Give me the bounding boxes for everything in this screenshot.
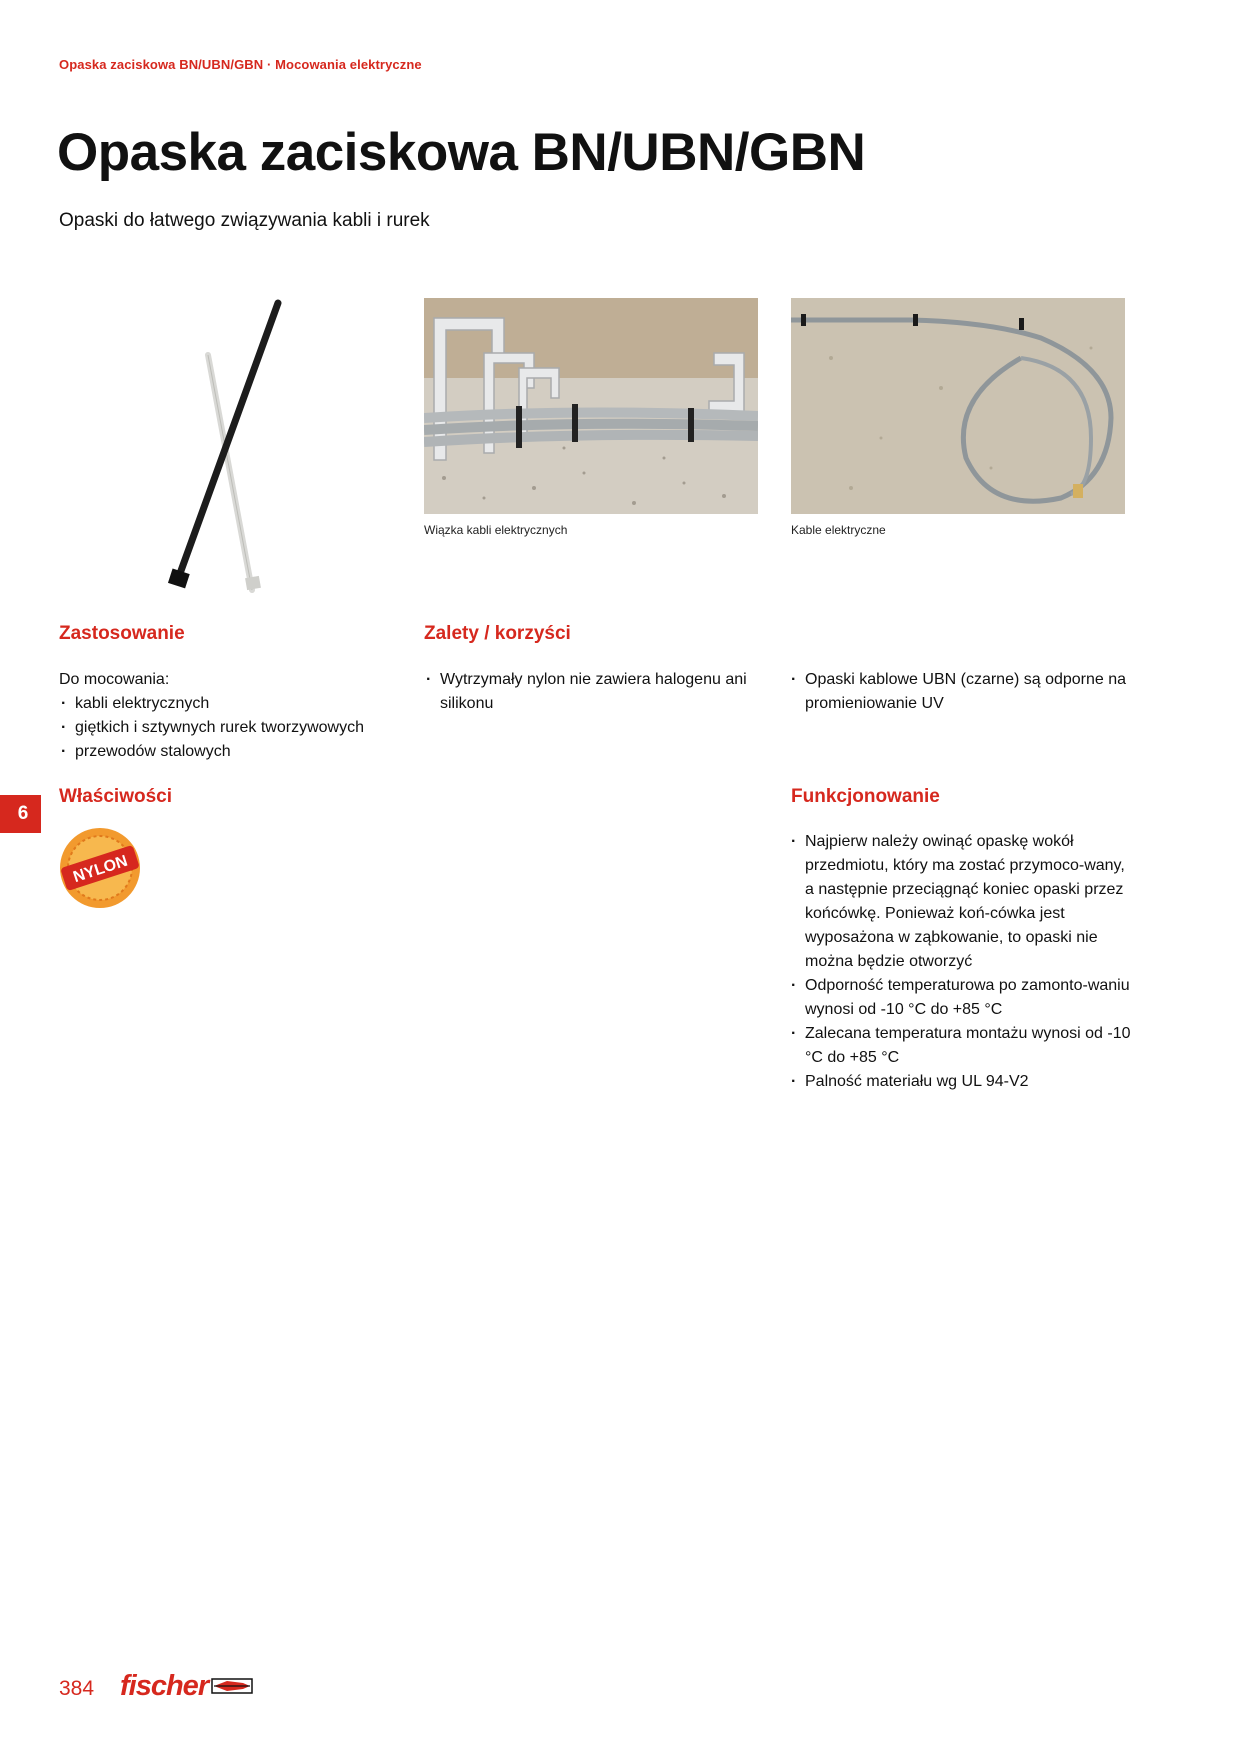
breadcrumb: Opaska zaciskowa BN/UBN/GBN · Mocowania elektryczne (59, 57, 422, 72)
heading-zastosowanie: Zastosowanie (59, 623, 185, 644)
page-number: 384 (59, 1677, 95, 1700)
badge-label: NYLON (71, 852, 130, 887)
zastosowanie-text (59, 668, 399, 764)
zastosowanie-intro: Do mocowania: (59, 671, 170, 688)
list-item: · kabli elektrycznych (59, 692, 399, 716)
photo-electrical-cables (791, 298, 1125, 514)
list-item: · Najpierw należy owinąć opaskę wokół przedmiotu, który ma zostać przymoco-wany, a następnie przeciągnąć koniec opaski przez końcówkę. Ponieważ koń-cówka jest wyposażona w ząbkowanie, to opaski nie można będzie otworzyć (789, 830, 1134, 974)
list-item: · Palność materiału wg UL 94-V2 (789, 1070, 1134, 1094)
list-item: · Odporność temperaturowa po zamonto-waniu wynosi od -10 °C do +85 °C (789, 974, 1134, 1022)
fischer-dowel-icon (211, 1676, 253, 1696)
nylon-quality-badge-icon (58, 826, 142, 910)
zalety-text-col3 (789, 668, 1134, 716)
list-item: · Zalecana temperatura montażu wynosi od -10 °C do +85 °C (789, 1022, 1134, 1070)
page-title: Opaska zaciskowa BN/UBN/GBN (57, 123, 866, 182)
product-photo-cable-ties (160, 295, 320, 595)
photo-caption: Wiązka kabli elektrycznych (424, 523, 568, 537)
brand-name: fischer (120, 1669, 209, 1702)
funkcjonowanie-text (789, 830, 1134, 1094)
fischer-logo (120, 1668, 253, 1704)
heading-wlasciwosci: Właściwości (59, 786, 172, 807)
list-item: · Opaski kablowe UBN (czarne) są odporne na promieniowanie UV (789, 668, 1134, 716)
list-item: · przewodów stalowych (59, 740, 399, 764)
list-item: · giętkich i sztywnych rurek tworzywowych (59, 716, 399, 740)
page-subtitle: Opaski do łatwego związywania kabli i rurek (59, 210, 430, 231)
zalety-text (424, 668, 764, 716)
photo-caption: Kable elektryczne (791, 523, 886, 537)
photo-cable-bundle (424, 298, 758, 514)
chapter-tab: 6 (0, 795, 41, 833)
heading-zalety: Zalety / korzyści (424, 623, 571, 644)
heading-funkcjonowanie: Funkcjonowanie (791, 786, 940, 807)
list-item: · Wytrzymały nylon nie zawiera halogenu ani silikonu (424, 668, 764, 716)
